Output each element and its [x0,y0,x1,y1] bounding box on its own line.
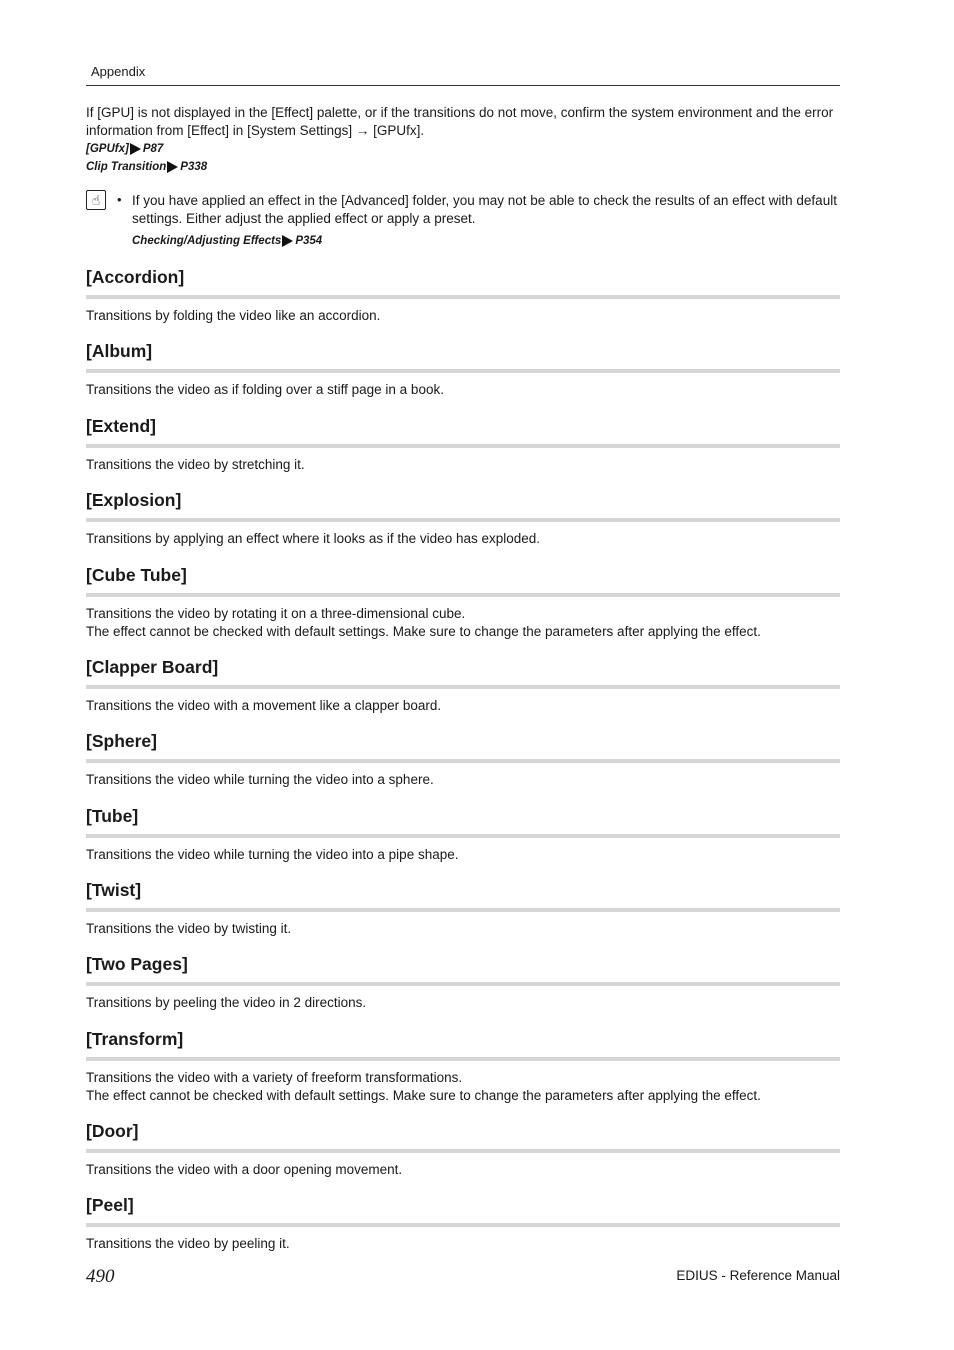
section-divider [86,982,840,986]
intro-block [86,104,840,176]
section-heading: [Cube Tube] [86,565,187,585]
description-line: Transitions the video as if folding over a stiff page in a book. [86,382,444,397]
reference-label: [GPUfx] [86,143,129,155]
section-divider [86,685,840,689]
section-heading: [Extend] [86,416,156,436]
description-line: Transitions by applying an effect where it looks as if the video has exploded. [86,531,541,546]
description-line: The effect cannot be checked with default settings. Make sure to change the parameters after applying the effect. [86,624,761,639]
page-number: 490 [86,1266,115,1287]
section-heading: [Clapper Board] [86,657,219,677]
transition-section [86,1120,840,1179]
checking-effects-reference-link[interactable] [132,232,322,250]
description-line: Transitions the video by stretching it. [86,457,305,472]
description-line: Transitions the video with a movement like a clapper board. [86,698,442,713]
section-heading: [Explosion] [86,490,182,510]
section-description [86,697,840,715]
clip-transition-reference-link[interactable] [86,158,840,176]
section-description [86,381,840,399]
transition-section [86,805,840,864]
running-header: Appendix [91,64,146,79]
section-heading: [Two Pages] [86,954,188,974]
section-divider [86,518,840,522]
reference-page: P354 [295,235,323,247]
transition-section [86,340,840,399]
section-heading: [Album] [86,341,153,361]
section-heading: [Tube] [86,806,139,826]
reference-page: P338 [180,161,208,173]
transition-section [86,730,840,789]
reference-label: Clip Transition [86,161,167,173]
section-heading: [Peel] [86,1195,134,1215]
description-line: Transitions the video while turning the video into a pipe shape. [86,847,459,862]
section-description [86,1235,840,1253]
description-line: Transitions the video by twisting it. [86,921,292,936]
description-line: Transitions the video while turning the video into a sphere. [86,772,434,787]
section-description [86,1069,840,1105]
description-line: Transitions by peeling the video in 2 directions. [86,995,367,1010]
transition-section [86,953,840,1012]
section-description [86,605,840,641]
section-divider [86,1057,840,1061]
description-line: Transitions the video with a variety of freeform transformations. [86,1070,463,1085]
section-divider [86,593,840,597]
reference-page: P87 [142,143,164,155]
section-description [86,456,840,474]
transition-section [86,266,840,325]
section-description [86,1161,840,1179]
section-divider [86,295,840,299]
manual-title: EDIUS - Reference Manual [676,1268,840,1283]
description-line: Transitions by folding the video like an accordion. [86,308,381,323]
section-divider [86,759,840,763]
section-description [86,771,840,789]
section-divider [86,369,840,373]
section-divider [86,1223,840,1227]
arrow-right-icon [282,235,293,247]
transition-section [86,1194,840,1253]
transition-section [86,656,840,715]
section-heading: [Twist] [86,880,142,900]
section-description [86,307,840,325]
section-divider [86,834,840,838]
section-description [86,846,840,864]
section-heading: [Accordion] [86,267,185,287]
hand-pointing-icon: ☝ [86,190,106,210]
section-description [86,530,840,548]
section-divider [86,1149,840,1153]
note-text: If you have applied an effect in the [Advanced] folder, you may not be able to check the results of an effect with default settings. Either adjust the applied effect or apply a preset. [132,193,837,226]
reference-label: Checking/Adjusting Effects [132,235,282,247]
arrow-right-icon [130,143,141,155]
description-line: Transitions the video by peeling it. [86,1236,290,1251]
description-line: The effect cannot be checked with default settings. Make sure to change the parameters after applying the effect. [86,1088,761,1103]
section-divider [86,908,840,912]
section-heading: [Door] [86,1121,139,1141]
intro-text: If [GPU] is not displayed in the [Effect] palette, or if the transitions do not move, confirm the system environment and the error information from [Effect] in [System Settings] → [GPUfx]. [86,105,834,138]
section-description [86,920,840,938]
section-heading: [Sphere] [86,731,157,751]
transition-section [86,1028,840,1105]
arrow-right-icon [167,161,178,173]
section-divider [86,444,840,448]
section-description [86,994,840,1012]
bullet: • [117,192,122,207]
transition-section [86,489,840,548]
transition-section [86,564,840,641]
transition-section [86,415,840,474]
transition-section [86,879,840,938]
description-line: Transitions the video by rotating it on a three-dimensional cube. [86,606,466,621]
gpufx-reference-link[interactable] [86,140,840,158]
description-line: Transitions the video with a door opening movement. [86,1162,403,1177]
header-divider [86,85,840,86]
section-heading: [Transform] [86,1029,184,1049]
